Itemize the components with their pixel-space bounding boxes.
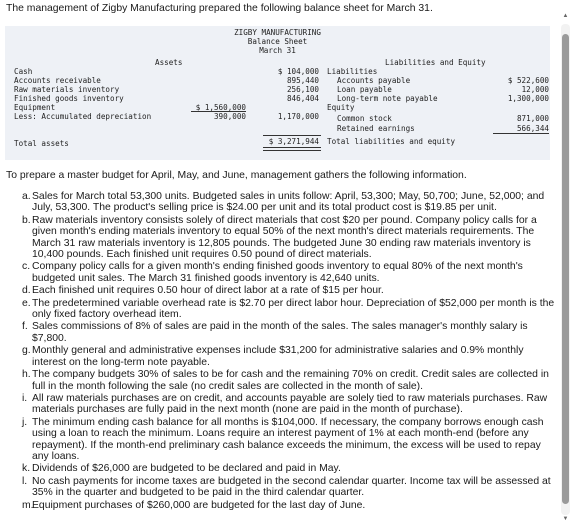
sheet-date: March 31 (259, 46, 296, 55)
list-item (22, 298, 555, 321)
list-item (22, 417, 555, 463)
liabilities-header: Liabilities and Equity (385, 58, 486, 67)
note-label: Long-term note payable (337, 94, 438, 103)
list-item-key: j. (22, 416, 28, 428)
total-liabilities-label: Total liabilities and equity (327, 137, 456, 146)
cash-value: $ 104,000 (277, 67, 319, 76)
list-item-key: m. (22, 499, 34, 511)
list-item-key: h. (22, 369, 31, 381)
scrollbar-thumb[interactable] (562, 34, 569, 504)
list-item-key: g. (22, 345, 31, 357)
scroll-up-icon[interactable]: ▲ (562, 13, 569, 19)
net-equipment-value: 1,170,000 (277, 112, 319, 121)
total-assets-value: $ 3,271,944 (268, 137, 319, 146)
list-item-text: Raw materials inventory consists solely of direct materials that cost $20 per pound. Company policy calls for a given month's ending materials inventory to equal 50% of the next month's direct materials requirements. The March 31 raw materials inventory is 12,805 pounds. The budgeted June 30 ending raw materials inventory is 10,400 pounds. Each finished unit requires 0.50 pound of direct materials. (32, 214, 537, 261)
list-item (22, 476, 555, 499)
list-item (22, 463, 555, 474)
list-item-text: Dividends of $26,000 are budgeted to be declared and paid in May. (32, 463, 341, 475)
assets-double-rule (263, 147, 321, 151)
list-item-key: b. (22, 214, 31, 226)
fg-label: Finished goods inventory (14, 94, 124, 103)
list-item-text: Each finished unit requires 0.50 hour of direct labor at a rate of $15 per hour. (32, 285, 384, 297)
list-item-text: Company policy calls for a given month's ending finished goods inventory to equal 80% of the next month's budgeted unit sales. The March 31 finished goods inventory is 42,640 units. (32, 261, 523, 284)
list-item-text: Sales for March total 53,300 units. Budgeted sales in units follow: April, 53,300; May, 50,700; June, 52,000; and July, 53,300. The product's selling price is $24.00 per unit and its total product cost is $19.85 per unit. (32, 191, 545, 214)
list-item-key: i. (22, 392, 28, 404)
list-item (22, 321, 555, 344)
cash-label: Cash (14, 67, 33, 76)
liabilities-label: Liabilities (327, 67, 378, 76)
scrollbar[interactable] (561, 24, 570, 515)
list-item-text: All raw materials purchases are on credit, and accounts payable are solely tied to raw materials purchases. Raw materials purchases are fully paid in the next month (none are paid in the month of purchase). (32, 392, 548, 416)
list-item-key: c. (22, 261, 31, 273)
raw-value: 256,100 (286, 85, 319, 94)
equipment-label: Equipment (14, 103, 56, 112)
list-item (22, 393, 555, 416)
list-item-text: Monthly general and administrative expenses include $31,200 for administrative salaries and 0.9% monthly interest on the long-term note payable. (32, 345, 524, 368)
depreciation-value: 390,000 (213, 112, 246, 121)
prep-text: To prepare a master budget for April, May, and June, management gathers the following information. (6, 170, 467, 181)
loan-value: 12,000 (521, 85, 549, 94)
list-item (22, 500, 555, 511)
list-item-key: l. (22, 475, 28, 487)
list-item-text: No cash payments for income taxes are budgeted in the second calendar quarter. Income tax will be assessed at 35% in the quarter and budgeted to be paid in the third calendar quarter. (32, 475, 551, 499)
ap-value: $ 522,600 (507, 76, 549, 85)
list-item (22, 191, 555, 214)
list-item-key: k. (22, 463, 31, 475)
ar-value: 895,440 (286, 76, 319, 85)
total-assets-label: Total assets (14, 139, 69, 148)
assets-total-rule (263, 135, 321, 136)
equity-label: Equity (327, 103, 355, 112)
list-item-key: a. (22, 191, 31, 202)
fg-value: 846,404 (286, 94, 319, 103)
list-item-key: d. (22, 285, 31, 297)
budget-info-list (22, 191, 555, 512)
raw-label: Raw materials inventory (14, 85, 120, 94)
ap-label: Accounts payable (337, 76, 411, 85)
company-name: ZIGBY MANUFACTURING (234, 28, 321, 37)
equipment-value: $ 1,560,000 (195, 103, 246, 112)
assets-header: Assets (155, 58, 183, 67)
list-item (22, 369, 555, 392)
balance-sheet (5, 26, 550, 160)
intro-text: The management of Zigby Manufacturing prepared the following balance sheet for March 31. (6, 3, 433, 14)
list-item-key: e. (22, 297, 31, 309)
list-item-key: f. (22, 321, 28, 333)
note-value: 1,300,000 (507, 94, 549, 103)
common-stock-label: Common stock (337, 114, 392, 123)
list-item-text: The company budgets 30% of sales to be for cash and the remaining 70% on credit. Credit sales are collected in full in the month following the sale (no credit sales are collected in the month of sale). (32, 369, 549, 392)
list-item-text: The predetermined variable overhead rate is $2.70 per direct labor hour. Depreciation of $52,000 per month is the only fixed factory overhead item. (32, 297, 555, 321)
list-item-text: The minimum ending cash balance for all months is $104,000. If necessary, the company borrows enough cash using a loan to reach the minimum. Loans require an interest payment of 1% at each month-end (before any repayment). If the month-end preliminary cash balance exceeds the minimum, the excess will be used to repay any loans. (32, 416, 544, 462)
equipment-rule (191, 111, 246, 112)
sheet-title: Balance Sheet (247, 37, 308, 46)
loan-label: Loan payable (337, 85, 392, 94)
common-stock-value: 871,000 (516, 114, 549, 123)
scroll-down-icon[interactable]: ▼ (562, 516, 569, 522)
ar-label: Accounts receivable (14, 76, 101, 85)
list-item-text: Equipment purchases of $260,000 are budgeted for the last day of June. (32, 499, 366, 511)
list-item (22, 261, 555, 284)
depreciation-label: Less: Accumulated depreciation (14, 112, 152, 121)
retained-earnings-label: Retained earnings (337, 124, 415, 133)
list-item (22, 215, 555, 261)
list-item (22, 285, 555, 296)
retained-earnings-value: 566,344 (516, 124, 549, 133)
list-item-text: Sales commissions of 8% of sales are paid in the month of the sales. The sales manager's monthly salary is $7,800. (32, 321, 528, 344)
equity-rule (493, 133, 549, 134)
list-item (22, 345, 555, 368)
